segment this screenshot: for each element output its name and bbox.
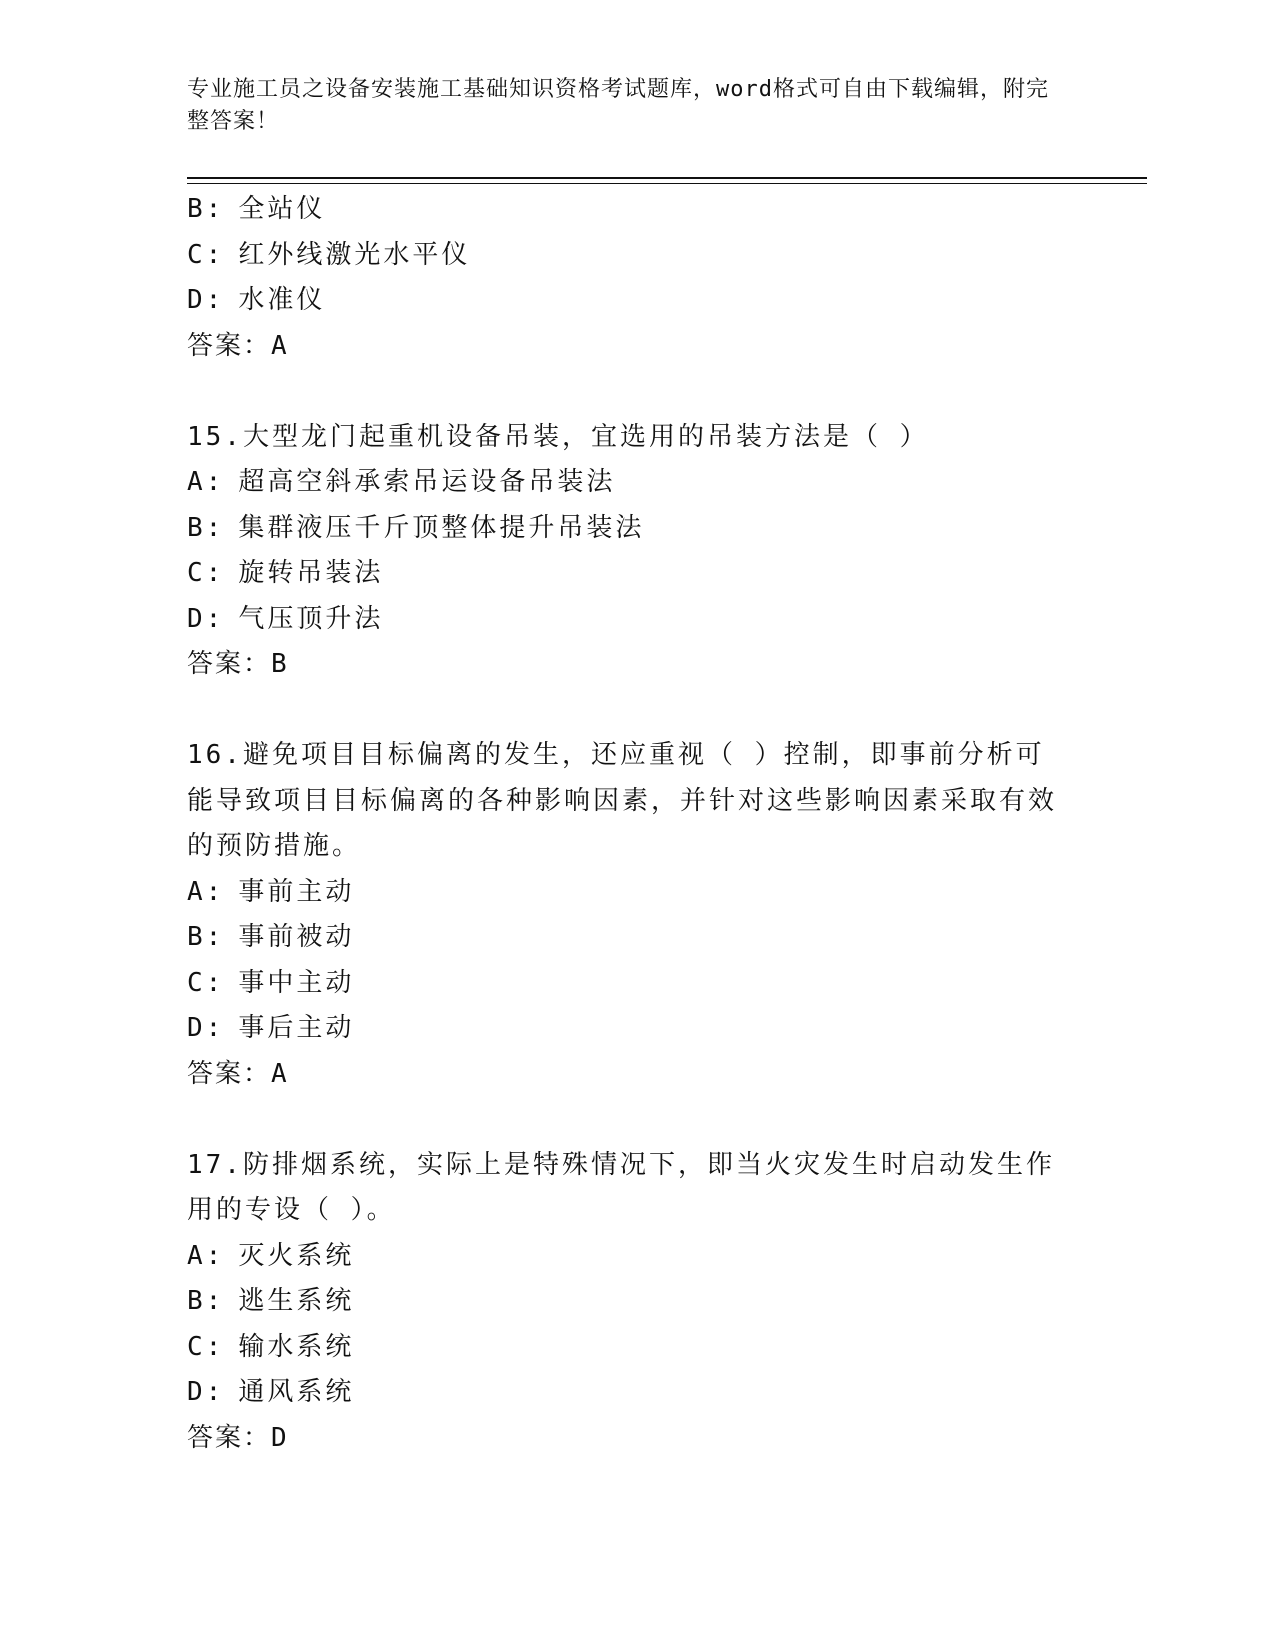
- option-text: 红外线激光水平仪: [238, 239, 471, 270]
- option-text: 气压顶升法: [238, 603, 384, 634]
- option-letter: A:: [187, 876, 225, 907]
- question-17: [187, 1143, 1067, 1462]
- option-text: 全站仪: [238, 194, 326, 224]
- option-text: 集群液压千斤顶整体提升吊装法: [238, 512, 645, 543]
- option-letter: C:: [187, 558, 225, 588]
- option-letter: B:: [187, 194, 225, 224]
- option-text: 旋转吊装法: [238, 558, 384, 588]
- question-15: [187, 415, 1067, 688]
- option-letter: B:: [187, 1286, 225, 1316]
- question-list: [187, 187, 1067, 1461]
- question-16: [187, 733, 1067, 1097]
- answer-line: 答案：D: [187, 1422, 289, 1453]
- option-letter: D:: [187, 285, 225, 315]
- option-text: 事后主动: [238, 1013, 355, 1043]
- header-rule-thick: [187, 177, 1147, 179]
- spacer: [187, 688, 1067, 734]
- partial-question: [187, 187, 1067, 369]
- option-letter: D:: [187, 1377, 225, 1407]
- option-text: 超高空斜承索吊运设备吊装法: [238, 467, 616, 497]
- option-c: [187, 961, 1067, 1007]
- option-letter: D:: [187, 603, 225, 634]
- question-stem: 16.避免项目目标偏离的发生，还应重视（ ）控制，即事前分析可能导致项目目标偏离的各种影响因素，并针对这些影响因素采取有效的预防措施。: [187, 740, 1058, 861]
- answer-line: 答案：A: [187, 1058, 289, 1089]
- option-letter: B:: [187, 512, 225, 543]
- option-d: [187, 1006, 1067, 1052]
- option-c: [187, 551, 1067, 597]
- option-letter: C:: [187, 239, 225, 270]
- option-text: 事前被动: [238, 922, 355, 952]
- document-header: 专业施工员之设备安装施工基础知识资格考试题库，word格式可自由下载编辑，附完整答案！: [187, 77, 1049, 134]
- option-text: 逃生系统: [238, 1286, 355, 1316]
- question-stem: 17.防排烟系统，实际上是特殊情况下，即当火灾发生时启动发生作用的专设（ ）。: [187, 1149, 1055, 1225]
- option-d: [187, 278, 1067, 324]
- option-text: 事中主动: [238, 967, 355, 998]
- option-c: [187, 1325, 1067, 1371]
- option-b: [187, 187, 1067, 233]
- option-letter: B:: [187, 922, 225, 952]
- option-b: [187, 1279, 1067, 1325]
- question-stem: 15.大型龙门起重机设备吊装，宜选用的吊装方法是（ ）: [187, 421, 929, 452]
- header-rule-thin: [187, 183, 1147, 184]
- option-text: 水准仪: [238, 285, 326, 315]
- option-text: 通风系统: [238, 1377, 355, 1407]
- spacer: [187, 1097, 1067, 1143]
- option-a: [187, 460, 1067, 506]
- option-d: [187, 1370, 1067, 1416]
- option-letter: A:: [187, 467, 225, 497]
- option-letter: C:: [187, 967, 225, 998]
- option-b: [187, 506, 1067, 552]
- option-letter: A:: [187, 1240, 225, 1271]
- option-a: [187, 1234, 1067, 1280]
- option-a: [187, 870, 1067, 916]
- option-c: [187, 233, 1067, 279]
- option-b: [187, 915, 1067, 961]
- option-text: 输水系统: [238, 1331, 355, 1362]
- option-text: 事前主动: [238, 876, 355, 907]
- answer-line: 答案：A: [187, 330, 289, 361]
- answer-line: 答案：B: [187, 649, 289, 679]
- option-letter: C:: [187, 1331, 225, 1362]
- option-d: [187, 597, 1067, 643]
- option-text: 灭火系统: [238, 1240, 355, 1271]
- option-letter: D:: [187, 1013, 225, 1043]
- spacer: [187, 369, 1067, 415]
